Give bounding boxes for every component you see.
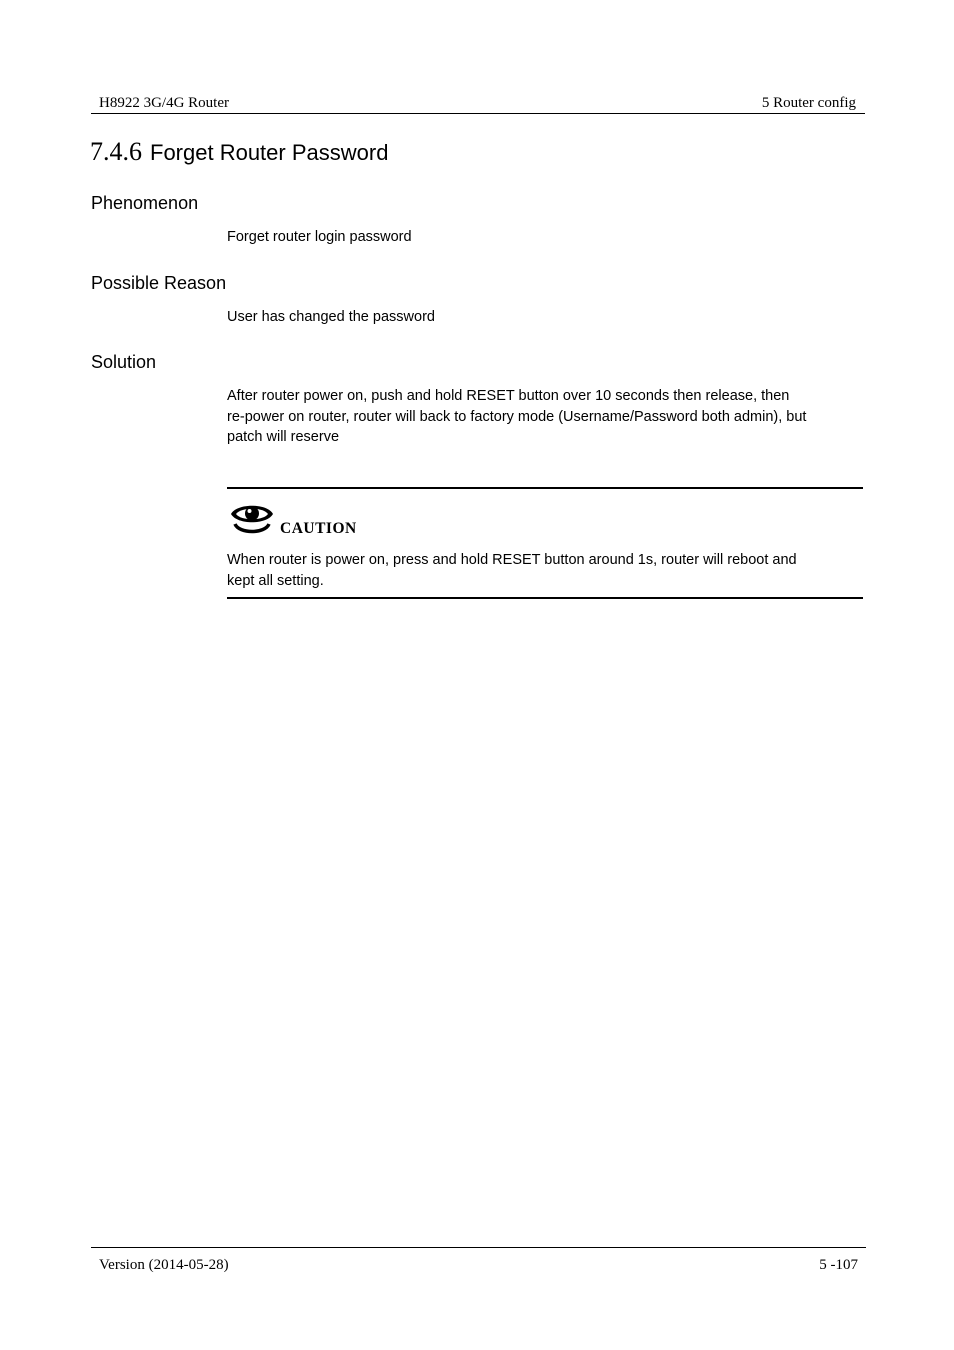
possible-reason-text: User has changed the password (227, 309, 435, 325)
header-divider (91, 113, 865, 114)
section-title-text: Forget Router Password (150, 140, 389, 165)
footer-divider (91, 1247, 866, 1248)
caution-label: CAUTION (280, 520, 357, 537)
eye-icon (229, 500, 275, 538)
caution-text (227, 550, 867, 591)
solution-line: After router power on, push and hold RESET button over 10 seconds then release, then (227, 388, 790, 404)
caution-line: kept all setting. (227, 572, 324, 589)
section-title (90, 137, 388, 167)
solution-text (227, 386, 867, 448)
header-chapter-name: 5 Router config (761, 95, 856, 111)
caution-bottom-rule (227, 597, 863, 599)
solution-line: patch will reserve (227, 429, 340, 445)
solution-heading: Solution (91, 352, 157, 372)
solution-line: re-power on router, router will back to factory mode (Username/Password both admin), but (227, 408, 807, 425)
header-product-name: H8922 3G/4G Router (99, 95, 229, 111)
phenomenon-text: Forget router login password (227, 229, 412, 245)
caution-line: When router is power on, press and hold RESET button around 1s, router will reboot and (227, 552, 797, 568)
footer-page-number: 5 -107 (819, 1257, 858, 1273)
section-number: 7.4.6 (90, 137, 142, 166)
caution-top-rule (227, 487, 863, 489)
possible-reason-heading: Possible Reason (91, 273, 227, 293)
phenomenon-heading: Phenomenon (91, 193, 199, 213)
footer-version: Version (2014-05-28) (99, 1257, 229, 1273)
